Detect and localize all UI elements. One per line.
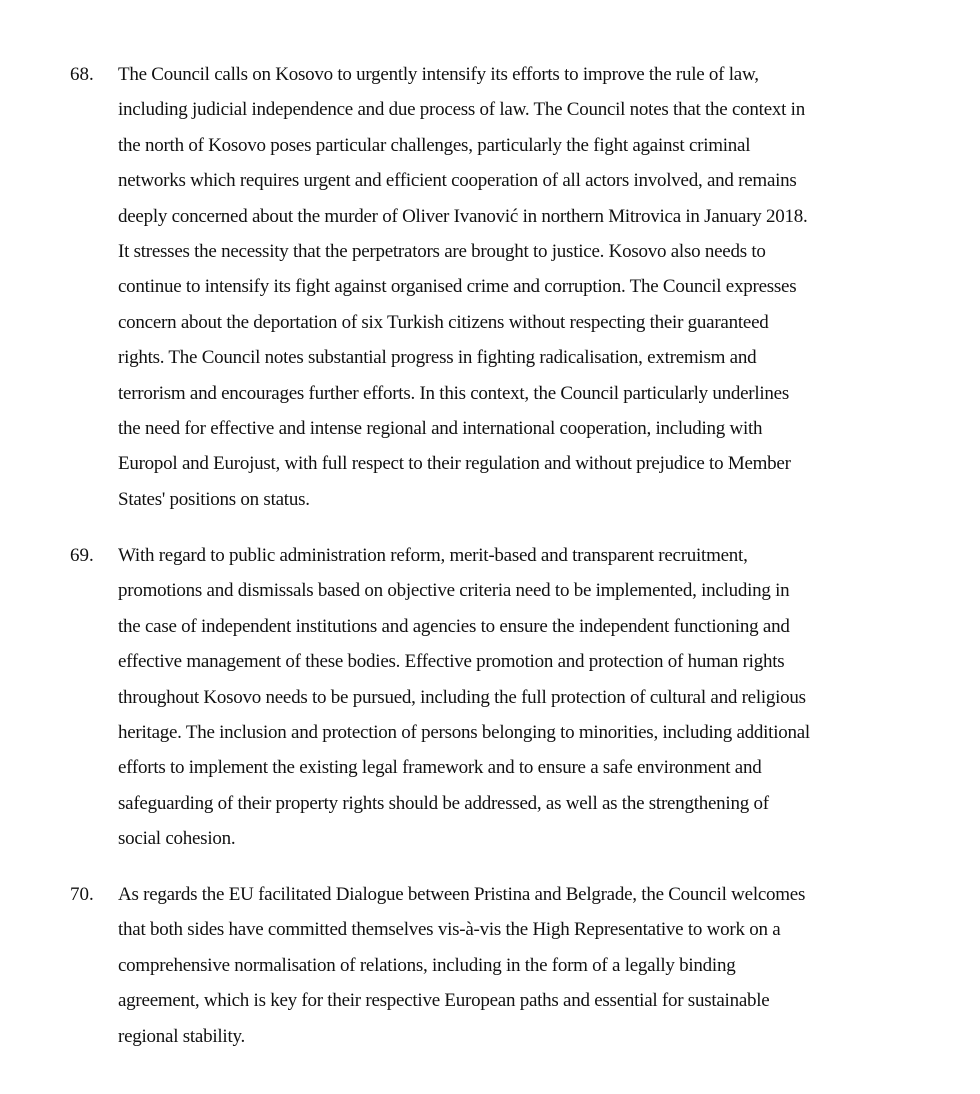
text-line: the need for effective and intense regional and international cooperation, including with [118,418,763,440]
text-line: promotions and dismissals based on objective criteria need to be implemented, including in [118,580,790,602]
text-line: With regard to public administration reform, merit-based and transparent recruitment, [118,545,748,566]
paragraph-number: 70. [70,884,94,905]
text-line: the north of Kosovo poses particular challenges, particularly the fight against criminal [118,134,751,156]
text-line: that both sides have committed themselves vis-à-vis the High Representative to work on a [118,919,781,941]
text-line: efforts to implement the existing legal framework and to ensure a safe environment and [118,757,762,779]
text-line: It stresses the necessity that the perpetrators are brought to justice. Kosovo also needs to [118,241,766,263]
paragraph-number: 68. [70,64,94,85]
text-line: including judicial independence and due process of law. The Council notes that the context in [118,99,805,121]
text-line: networks which requires urgent and efficient cooperation of all actors involved, and remains [118,170,797,192]
text-line: States' positions on status. [118,488,310,510]
text-line: agreement, which is key for their respective European paths and essential for sustainable [118,990,770,1012]
text-line: heritage. The inclusion and protection of persons belonging to minorities, including additional [118,722,810,744]
text-line: deeply concerned about the murder of Oliver Ivanović in northern Mitrovica in January 2018. [118,205,808,227]
paragraph-text [118,877,898,1054]
text-line: The Council calls on Kosovo to urgently intensify its efforts to improve the rule of law, [118,64,759,85]
text-line: regional stability. [118,1025,245,1047]
text-line: throughout Kosovo needs to be pursued, including the full protection of cultural and religious [118,686,806,708]
text-line: comprehensive normalisation of relations, including in the form of a legally binding [118,954,736,976]
text-line: social cohesion. [118,828,236,850]
paragraph-number: 69. [70,545,94,566]
paragraph-text [118,538,898,857]
text-line: the case of independent institutions and agencies to ensure the independent functioning and [118,615,790,637]
text-line: concern about the deportation of six Turkish citizens without respecting their guaranteed [118,311,769,333]
text-line: rights. The Council notes substantial progress in fighting radicalisation, extremism and [118,347,757,369]
text-line: Europol and Eurojust, with full respect to their regulation and without prejudice to Member [118,453,791,475]
text-line: As regards the EU facilitated Dialogue between Pristina and Belgrade, the Council welcomes [118,884,806,905]
text-line: effective management of these bodies. Effective promotion and protection of human rights [118,651,785,673]
text-line: safeguarding of their property rights should be addressed, as well as the strengthening of [118,792,769,814]
text-line: continue to intensify its fight against organised crime and corruption. The Council expresses [118,276,797,298]
paragraph-text [118,57,898,517]
text-line: terrorism and encourages further efforts. In this context, the Council particularly underlines [118,382,790,404]
